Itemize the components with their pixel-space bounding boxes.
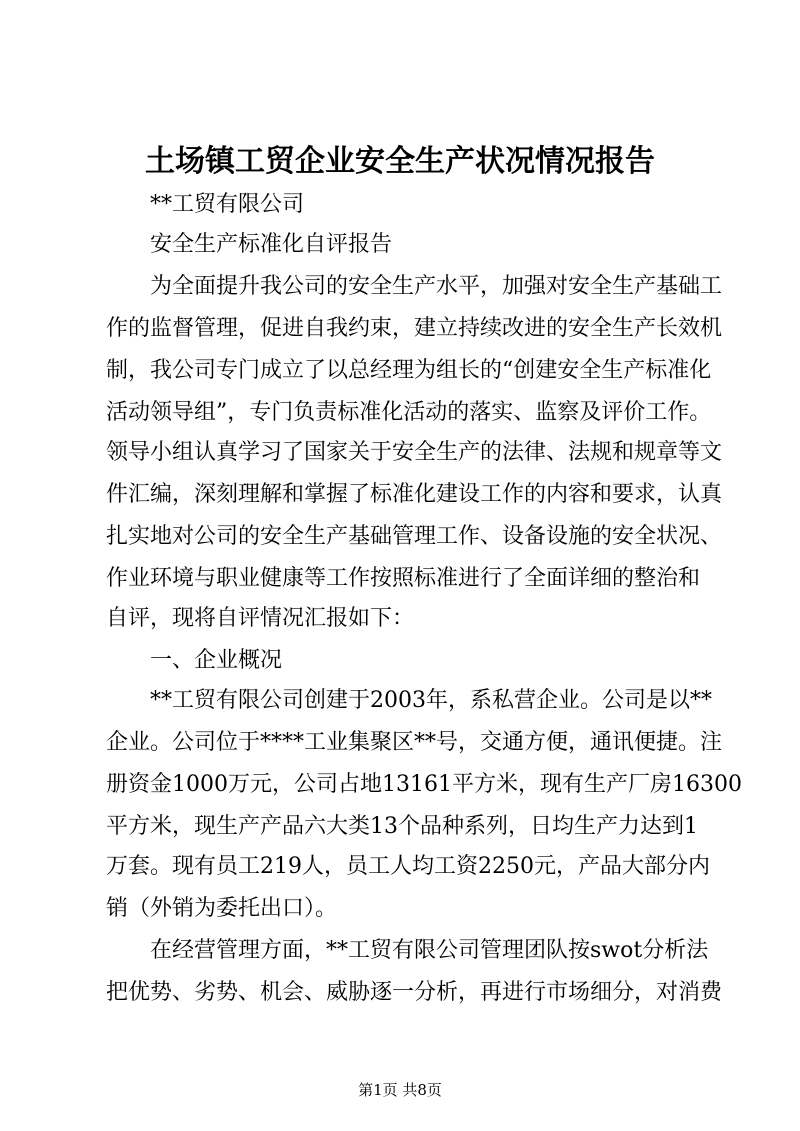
paragraph-line: 万套。现有员工219人，员工人均工资2250元，产品大部分内: [106, 854, 710, 879]
paragraph-line: 为全面提升我公司的安全生产水平，加强对安全生产基础工: [150, 274, 723, 299]
page-number-footer: 第1页 共8页: [358, 1081, 442, 1099]
paragraph-line: 作业环境与职业健康等工作按照标准进行了全面详细的整治和: [106, 566, 701, 591]
paragraph-line: 企业。公司位于****工业集聚区**号，交通方便，通讯便捷。注: [106, 730, 723, 755]
paragraph-line: 作的监督管理，促进自我约束，建立持续改进的安全生产长效机: [106, 316, 723, 341]
paragraph-line: 册资金1000万元，公司占地13161平方米，现有生产厂房16300: [106, 772, 742, 797]
paragraph-line: 件汇编，深刻理解和掌握了标准化建设工作的内容和要求，认真: [106, 482, 723, 507]
paragraph-line: **工贸有限公司创建于2003年，系私营企业。公司是以**: [150, 688, 712, 713]
paragraph-line: 扎实地对公司的安全生产基础管理工作、设备设施的安全状况、: [106, 524, 723, 549]
section-heading: 一、企业概况: [150, 648, 283, 673]
paragraph-line: 在经营管理方面，**工贸有限公司管理团队按swot分析法: [150, 938, 709, 963]
paragraph-line: 制，我公司专门成立了以总经理为组长的“创建安全生产标准化: [106, 358, 712, 383]
paragraph-line: 活动领导组”，专门负责标准化活动的落实、监察及评价工作。: [106, 400, 712, 425]
paragraph-line: 把优势、劣势、机会、威胁逐一分析，再进行市场细分，对消费: [106, 980, 723, 1005]
paragraph-line: 销（外销为委托出口）。: [106, 896, 338, 921]
paragraph-line: 自评，现将自评情况汇报如下：: [106, 606, 415, 631]
company-name-line: **工贸有限公司: [150, 192, 305, 217]
paragraph-line: 领导小组认真学习了国家关于安全生产的法律、法规和规章等文: [106, 440, 723, 465]
paragraph-line: 平方米，现生产产品六大类13个品种系列，日均生产力达到1: [106, 814, 698, 839]
document-title: 土场镇工贸企业安全生产状况情况报告: [145, 144, 655, 179]
report-subtitle-line: 安全生产标准化自评报告: [150, 232, 393, 257]
